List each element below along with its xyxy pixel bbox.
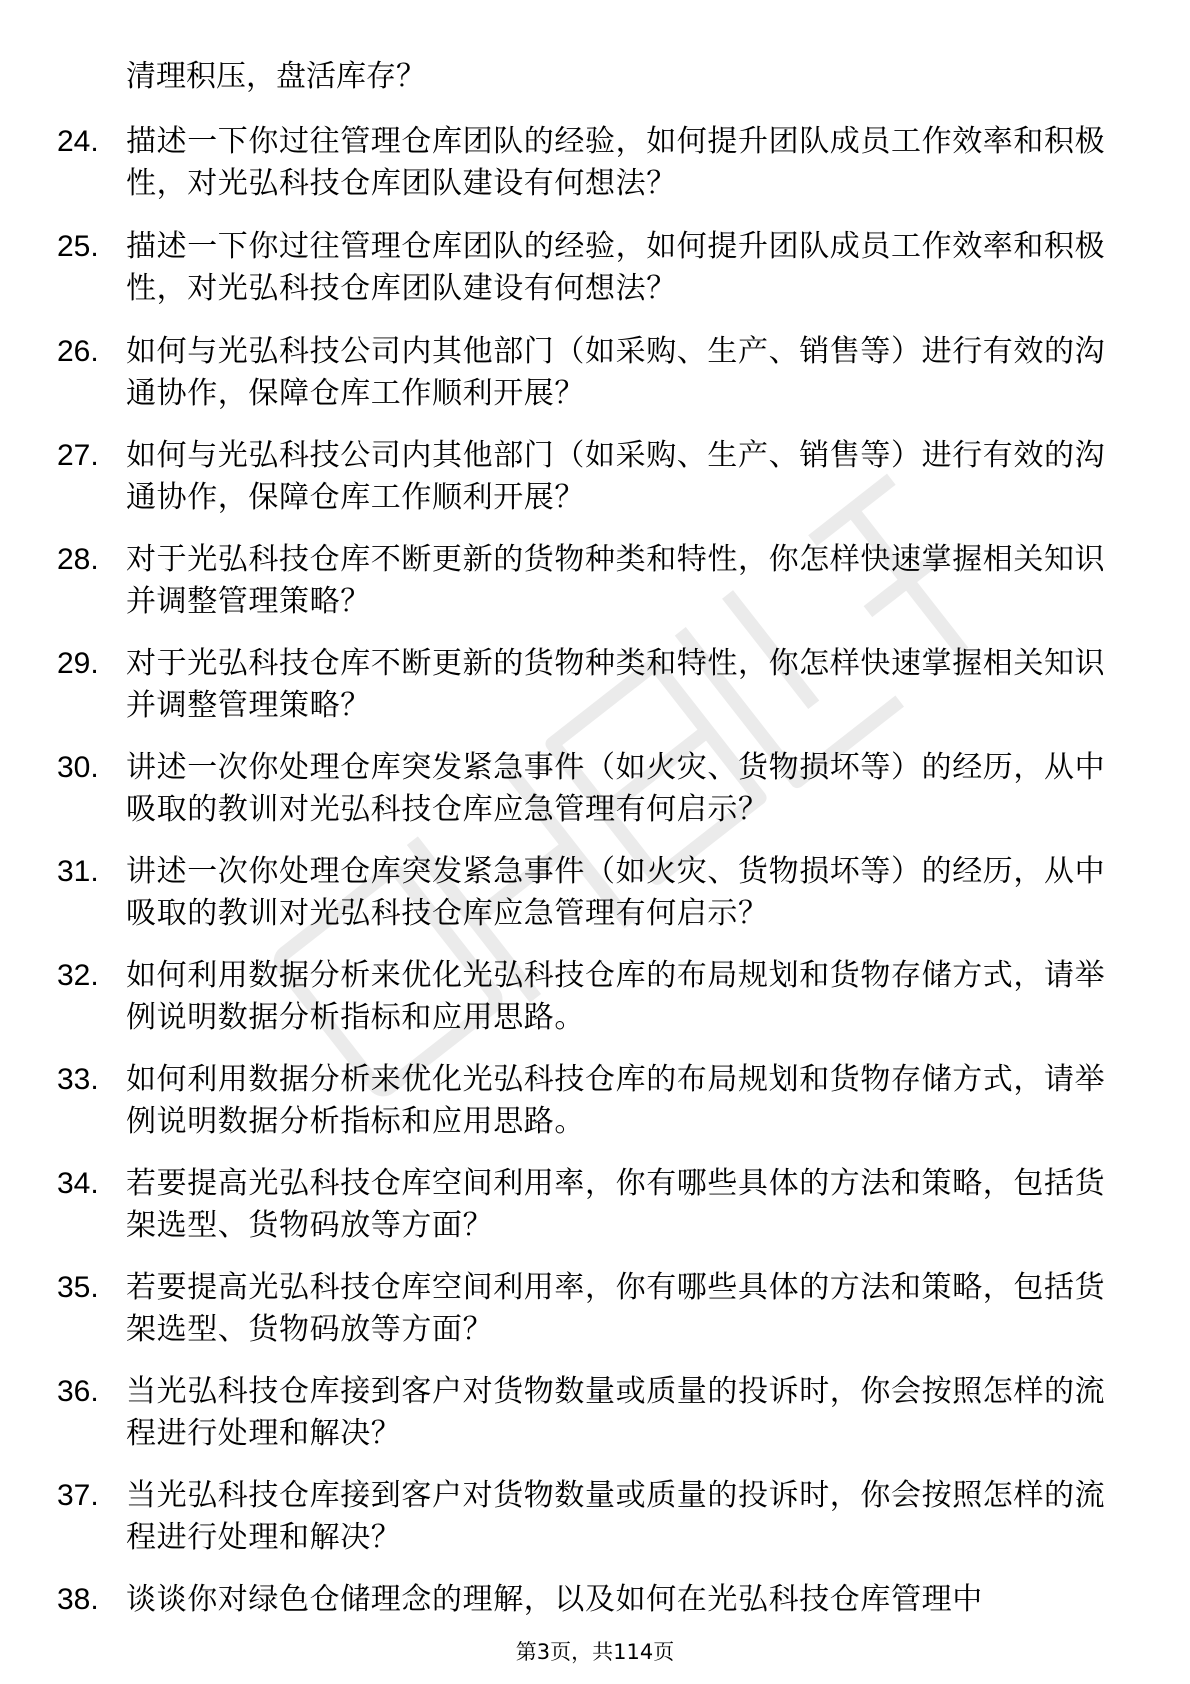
list-item: [0, 1059, 1190, 1163]
page-footer: 第3页，共114页: [515, 1640, 675, 1664]
question-number: 25.: [57, 230, 99, 263]
list-item: [0, 955, 1190, 1059]
question-number: 33.: [57, 1063, 99, 1096]
continuation-text: 清理积压，盘活库存？: [126, 59, 426, 94]
question-list: [0, 121, 1190, 1683]
question-text: 描述一下你过往管理仓库团队的经验，如何提升团队成员工作效率和积极性，对光弘科技仓库团队建设有何想法？: [126, 229, 1106, 306]
question-number: 38.: [57, 1583, 99, 1616]
question-text: 当光弘科技仓库接到客户对货物数量或质量的投诉时，你会按照怎样的流程进行处理和解决？: [126, 1374, 1106, 1451]
list-item: [0, 643, 1190, 747]
list-item: [0, 1475, 1190, 1579]
question-number: 29.: [57, 647, 99, 680]
list-item: [0, 1267, 1190, 1371]
list-item: [0, 1163, 1190, 1267]
question-number: 31.: [57, 855, 99, 888]
list-item: [0, 539, 1190, 643]
question-text: 如何与光弘科技公司内其他部门（如采购、生产、销售等）进行有效的沟通协作，保障仓库工作顺利开展？: [126, 334, 1106, 411]
question-number: 24.: [57, 125, 99, 158]
list-item: [0, 1579, 1190, 1683]
question-text: 当光弘科技仓库接到客户对货物数量或质量的投诉时，你会按照怎样的流程进行处理和解决？: [126, 1478, 1106, 1555]
question-text: 对于光弘科技仓库不断更新的货物种类和特性，你怎样快速掌握相关知识并调整管理策略？: [126, 646, 1106, 723]
list-item: [0, 121, 1190, 226]
question-text: 描述一下你过往管理仓库团队的经验，如何提升团队成员工作效率和积极性，对光弘科技仓库团队建设有何想法？: [126, 124, 1106, 201]
question-number: 26.: [57, 335, 99, 368]
list-item: [0, 1371, 1190, 1475]
question-number: 30.: [57, 751, 99, 784]
question-text: 如何利用数据分析来优化光弘科技仓库的布局规划和货物存储方式，请举例说明数据分析指标和应用思路。: [126, 958, 1106, 1035]
question-text: 如何利用数据分析来优化光弘科技仓库的布局规划和货物存储方式，请举例说明数据分析指标和应用思路。: [126, 1062, 1106, 1139]
question-number: 35.: [57, 1271, 99, 1304]
list-item: [0, 226, 1190, 331]
question-text: 如何与光弘科技公司内其他部门（如采购、生产、销售等）进行有效的沟通协作，保障仓库工作顺利开展？: [126, 438, 1106, 515]
question-number: 32.: [57, 959, 99, 992]
question-text: 讲述一次你处理仓库突发紧急事件（如火灾、货物损坏等）的经历，从中吸取的教训对光弘科技仓库应急管理有何启示？: [126, 854, 1106, 931]
question-number: 34.: [57, 1167, 99, 1200]
question-number: 37.: [57, 1479, 99, 1512]
question-text: 若要提高光弘科技仓库空间利用率，你有哪些具体的方法和策略，包括货架选型、货物码放等方面？: [126, 1166, 1106, 1243]
question-number: 36.: [57, 1375, 99, 1408]
list-item: [0, 851, 1190, 955]
list-item: [0, 331, 1190, 435]
question-number: 27.: [57, 439, 99, 472]
question-number: 28.: [57, 543, 99, 576]
question-text: 若要提高光弘科技仓库空间利用率，你有哪些具体的方法和策略，包括货架选型、货物码放等方面？: [126, 1270, 1106, 1347]
question-text: 谈谈你对绿色仓储理念的理解，以及如何在光弘科技仓库管理中: [126, 1582, 983, 1617]
list-item: [0, 435, 1190, 539]
question-text: 对于光弘科技仓库不断更新的货物种类和特性，你怎样快速掌握相关知识并调整管理策略？: [126, 542, 1106, 619]
question-text: 讲述一次你处理仓库突发紧急事件（如火灾、货物损坏等）的经历，从中吸取的教训对光弘科技仓库应急管理有何启示？: [126, 750, 1106, 827]
list-item: [0, 747, 1190, 851]
